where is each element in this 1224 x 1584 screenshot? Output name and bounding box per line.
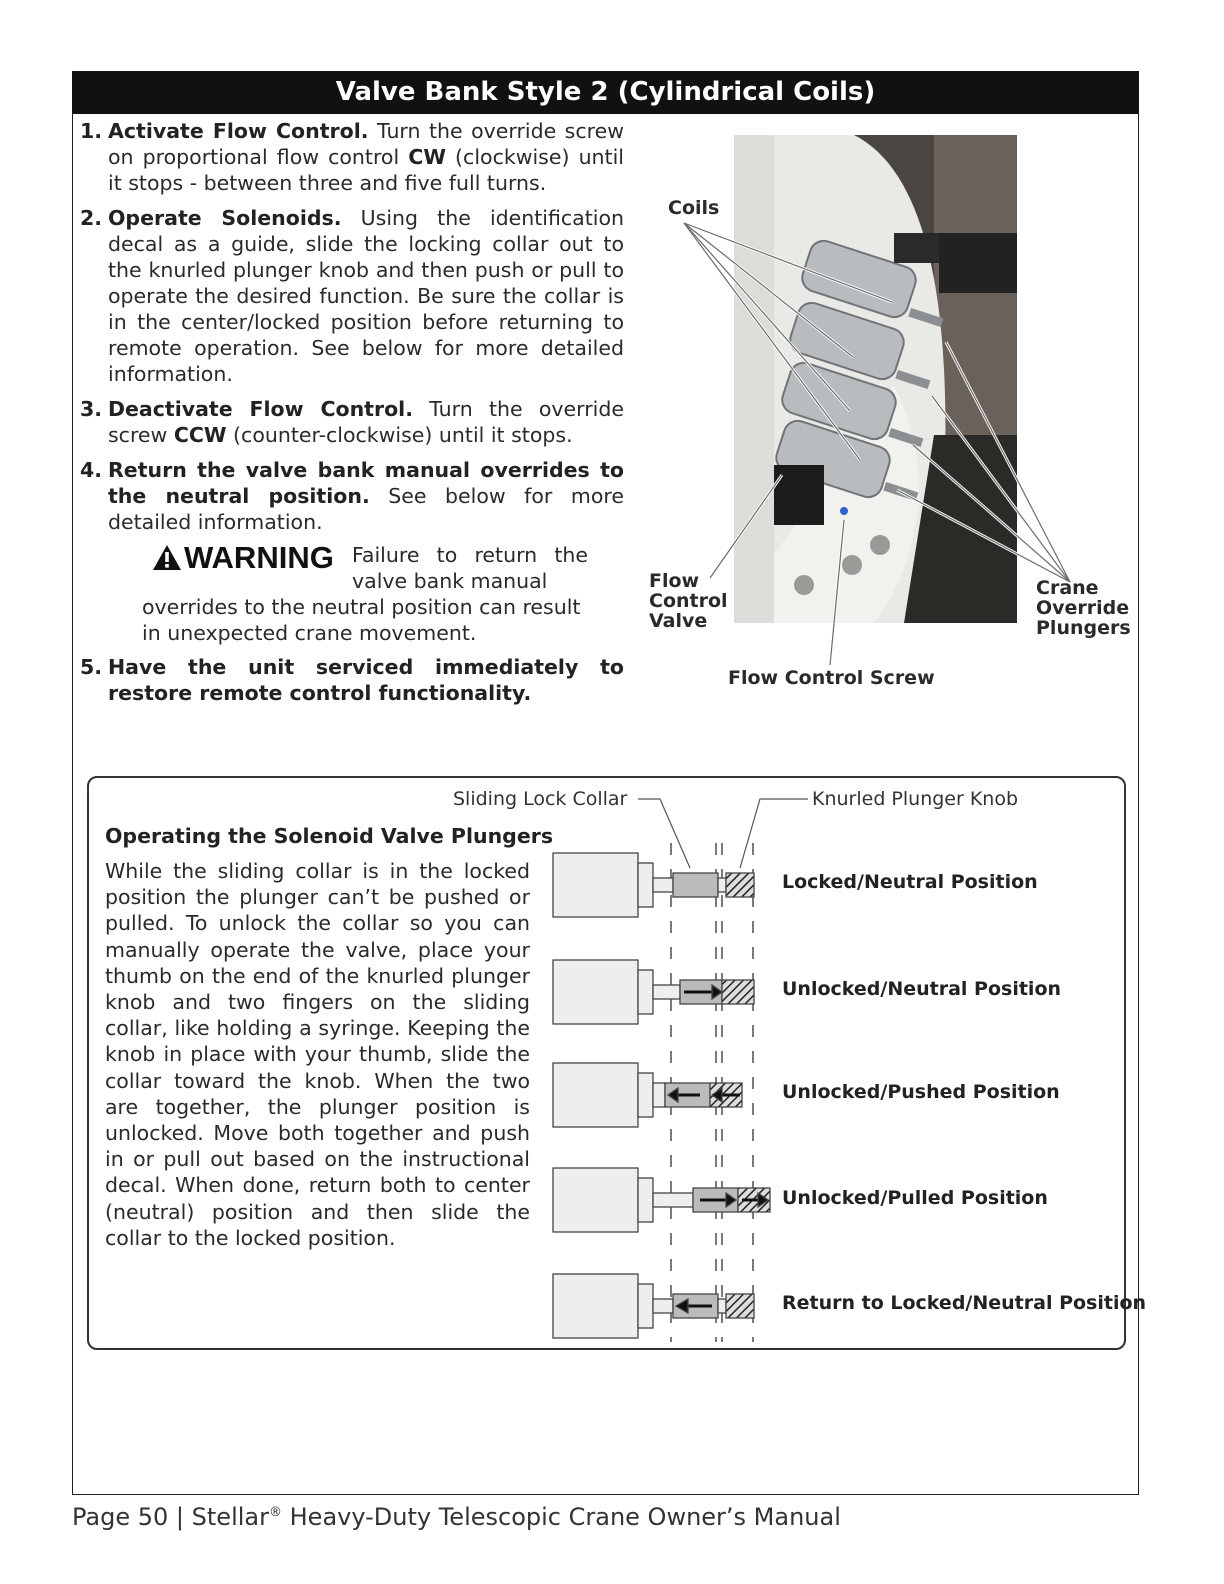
diagram-unlocked-neutral [553,960,754,1024]
knurled-plunger-knob-callout: Knurled Plunger Knob [812,788,1019,810]
flow-control-screw-label: Flow Control Screw [728,667,935,689]
page-number: Page 50 [72,1503,169,1531]
position-label: Unlocked/Pulled Position [782,1187,1048,1209]
diagram-unlocked-pushed [553,1063,742,1127]
crane-override-plungers-label: Crane Override Plungers [1036,577,1131,639]
operating-text: While the sliding collar is in the locked position the plunger can’t be pushed or pulled. To unlock the collar so you can manually operate the valve, place your thumb on the end of the knurled plunger knob and two fingers on the sliding collar, like holding a syringe. Keeping the knob in place with your thumb, slide the collar toward the knob. When the two are together, the plunger position is unlocked. Move both together and push in or pull out based on the instructional decal. When done, return both to center (neutral) position and then slide the collar to the locked position. [105,859,530,1250]
step-text: Turn the override screw on proportional flow control [108,119,624,169]
step-heading: Activate Flow Control. [108,119,369,143]
brand-name: Stellar [191,1503,269,1531]
operating-title: Operating the Solenoid Valve Plungers [105,824,554,848]
position-label: Unlocked/Pushed Position [782,1081,1060,1103]
step-text: (counter-clockwise) until it stops. [226,423,573,447]
footer-separator: | [175,1503,185,1531]
step-heading: Have the unit serviced immediately to restore remote control functionality. [108,655,624,705]
step-heading: Return the valve bank manual overrides to the neutral position. [108,458,624,508]
position-label: Unlocked/Neutral Position [782,978,1062,1000]
sliding-lock-collar-callout: Sliding Lock Collar [453,788,628,810]
step-number: 5. [80,655,103,679]
registered-mark: ® [268,1505,282,1520]
step-text: (clockwise) until it stops - between three and five full turns. [108,145,624,195]
flow-control-valve-label: Flow Control Valve [649,570,728,632]
step-text: Turn the override screw [108,397,624,447]
section-title: Valve Bank Style 2 (Cylindrical Coils) [72,71,1139,114]
step-heading: Deactivate Flow Control. [108,397,413,421]
warning-text: Failure to return the valve bank manual [352,543,588,593]
step-number: 3. [80,397,103,421]
step-emphasis: CW [408,145,446,169]
step-number: 2. [80,206,103,230]
step-emphasis: CCW [173,423,227,447]
diagram-locked-neutral [553,853,754,917]
step-number: 1. [80,119,103,143]
manual-title: Heavy-Duty Telescopic Crane Owner’s Manual [289,1503,841,1531]
position-label: Return to Locked/Neutral Position [782,1292,1147,1314]
diagram-unlocked-pulled [553,1168,770,1232]
page-footer [72,1503,841,1531]
position-label: Locked/Neutral Position [782,871,1038,893]
diagram-return-locked-neutral [553,1274,754,1338]
coils-label: Coils [668,197,720,219]
warning-label-text: WARNING [184,539,334,575]
step-number: 4. [80,458,103,482]
step-text: Using the identification decal as a guide, slide the locking collar out to the knurled plunger knob and then push or pull to operate the desired function. Be sure the collar is in the center/locked position before returning to remote operation. See below for more detailed information. [108,206,625,386]
warning-text-continued: overrides to the neutral position can result in unexpected crane movement. [142,595,581,645]
step-text: See below for more detailed information. [108,484,624,534]
step-heading: Operate Solenoids. [108,206,342,230]
